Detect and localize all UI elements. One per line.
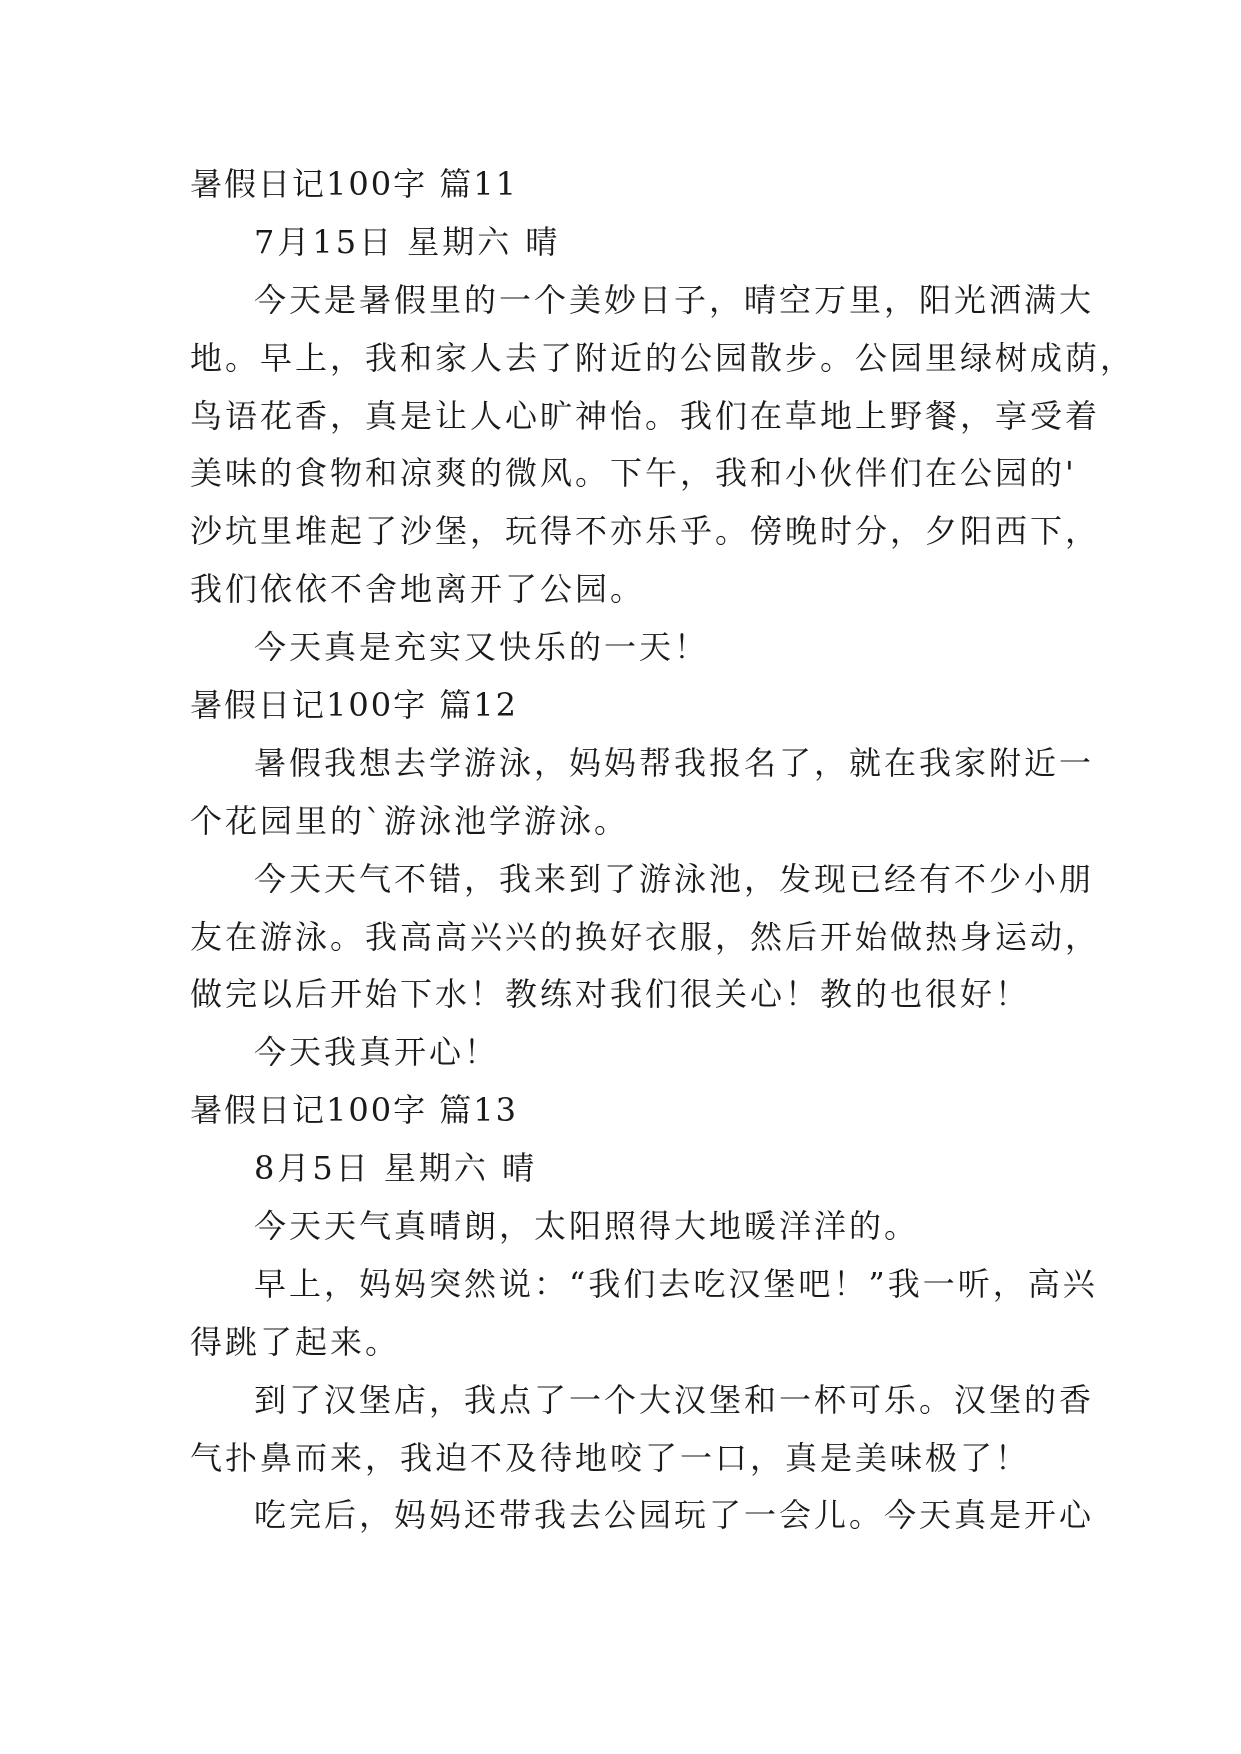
paragraph-line: 鸟语花香，真是让人心旷神怡。我们在草地上野餐，享受着 — [190, 396, 1101, 435]
paragraph-line: 做完以后开始下水！教练对我们很关心！教的也很好！ — [190, 975, 1031, 1014]
paragraph-line: 今天我真开心！ — [254, 1033, 500, 1072]
paragraph-line: 沙坑里堆起了沙堡，玩得不亦乐乎。傍晚时分，夕阳西下， — [190, 512, 1101, 551]
entry-date-line: 7月15日 星期六 晴 — [254, 222, 561, 261]
entry-title: 暑假日记100字 篇13 — [190, 1091, 518, 1130]
paragraph-line: 得跳了起来。 — [190, 1322, 401, 1361]
paragraph-line: 个花园里的`游泳池学游泳。 — [190, 801, 630, 840]
paragraph-line: 早上，妈妈突然说：“我们去吃汉堡吧！”我一听，高兴 — [254, 1264, 1098, 1303]
document-body — [190, 156, 1136, 1545]
paragraph-line: 地。早上，我和家人去了附近的公园散步。公园里绿树成荫， — [190, 338, 1136, 377]
paragraph-line: 今天天气真晴朗，太阳照得大地暖洋洋的。 — [254, 1207, 920, 1246]
paragraph-line: 到了汉堡店，我点了一个大汉堡和一杯可乐。汉堡的香 — [254, 1380, 1095, 1419]
entry-date-line: 8月5日 星期六 晴 — [254, 1149, 538, 1188]
paragraph-line: 今天天气不错，我来到了游泳池，发现已经有不少小朋 — [254, 859, 1095, 898]
paragraph-line: 美味的食物和凉爽的微风。下午，我和小伙伴们在公园的' — [190, 454, 1077, 493]
paragraph-line: 今天真是充实又快乐的一天！ — [254, 628, 710, 667]
paragraph-line: 我们依依不舍地离开了公园。 — [190, 570, 646, 609]
paragraph-line: 暑假我想去学游泳，妈妈帮我报名了，就在我家附近一 — [254, 743, 1095, 782]
entry-title: 暑假日记100字 篇11 — [190, 165, 518, 203]
paragraph-line: 友在游泳。我高高兴兴的换好衣服，然后开始做热身运动， — [190, 917, 1101, 956]
paragraph-line: 吃完后，妈妈还带我去公园玩了一会儿。今天真是开心 — [254, 1496, 1095, 1535]
paragraph-line: 气扑鼻而来，我迫不及待地咬了一口，真是美味极了！ — [190, 1438, 1031, 1477]
paragraph-line: 今天是暑假里的一个美妙日子，晴空万里，阳光洒满大 — [254, 280, 1095, 319]
entry-title: 暑假日记100字 篇12 — [190, 686, 518, 725]
